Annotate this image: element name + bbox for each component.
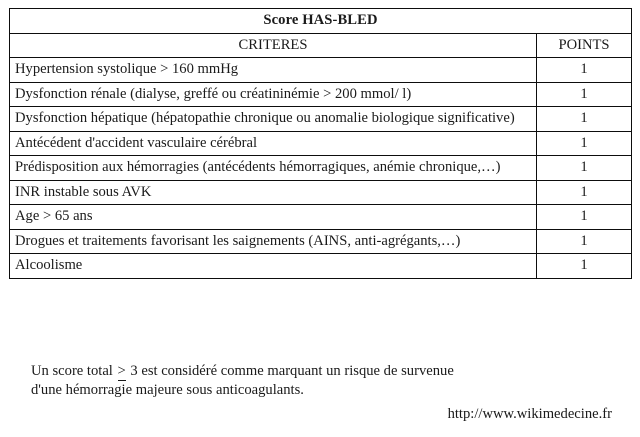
- points-value: 1: [537, 82, 632, 107]
- criteria-text: Antécédent d'accident vasculaire cérébral: [10, 131, 537, 156]
- table-title-row: [10, 9, 632, 34]
- table-title: Score HAS-BLED: [10, 9, 632, 34]
- table-header-row: [10, 33, 632, 58]
- source-url: http://www.wikimedecine.fr: [447, 406, 612, 422]
- table-row: [10, 229, 632, 254]
- criteria-text: Drogues et traitements favorisant les saignements (AINS, anti-agrégants,…): [10, 229, 537, 254]
- criteria-text: INR instable sous AVK: [10, 180, 537, 205]
- footnote-second-line: d'une hémorragie majeure sous anticoagulants.: [31, 382, 304, 399]
- table-row: [10, 254, 632, 279]
- table-row: [10, 205, 632, 230]
- points-value: 1: [537, 229, 632, 254]
- has-bled-score-table: [9, 8, 632, 279]
- footnote-prefix: Un score total: [31, 363, 117, 379]
- greater-than-or-equal-symbol: >: [117, 362, 127, 381]
- criteria-text: Dysfonction hépatique (hépatopathie chronique ou anomalie biologique significative): [10, 107, 537, 132]
- criteria-text: Alcoolisme: [10, 254, 537, 279]
- criteria-text: Age > 65 ans: [10, 205, 537, 230]
- criteria-text: Prédisposition aux hémorragies (antécédents hémorragiques, anémie chronique,…): [10, 156, 537, 181]
- table-row: [10, 156, 632, 181]
- table-row: [10, 131, 632, 156]
- points-value: 1: [537, 58, 632, 83]
- table-row: [10, 107, 632, 132]
- score-interpretation-note: [31, 362, 568, 401]
- table-row: [10, 82, 632, 107]
- column-header-points: POINTS: [537, 33, 632, 58]
- points-value: 1: [537, 131, 632, 156]
- criteria-text: Dysfonction rénale (dialyse, greffé ou créatininémie > 200 mmol/ l): [10, 82, 537, 107]
- table-row: [10, 180, 632, 205]
- footnote-suffix: 3 est considéré comme marquant un risque de survenue: [126, 363, 454, 379]
- points-value: 1: [537, 254, 632, 279]
- points-value: 1: [537, 156, 632, 181]
- points-value: 1: [537, 180, 632, 205]
- points-value: 1: [537, 205, 632, 230]
- points-value: 1: [537, 107, 632, 132]
- table-row: [10, 58, 632, 83]
- criteria-text: Hypertension systolique > 160 mmHg: [10, 58, 537, 83]
- table-body: [10, 9, 632, 279]
- column-header-criteria: CRITERES: [10, 33, 537, 58]
